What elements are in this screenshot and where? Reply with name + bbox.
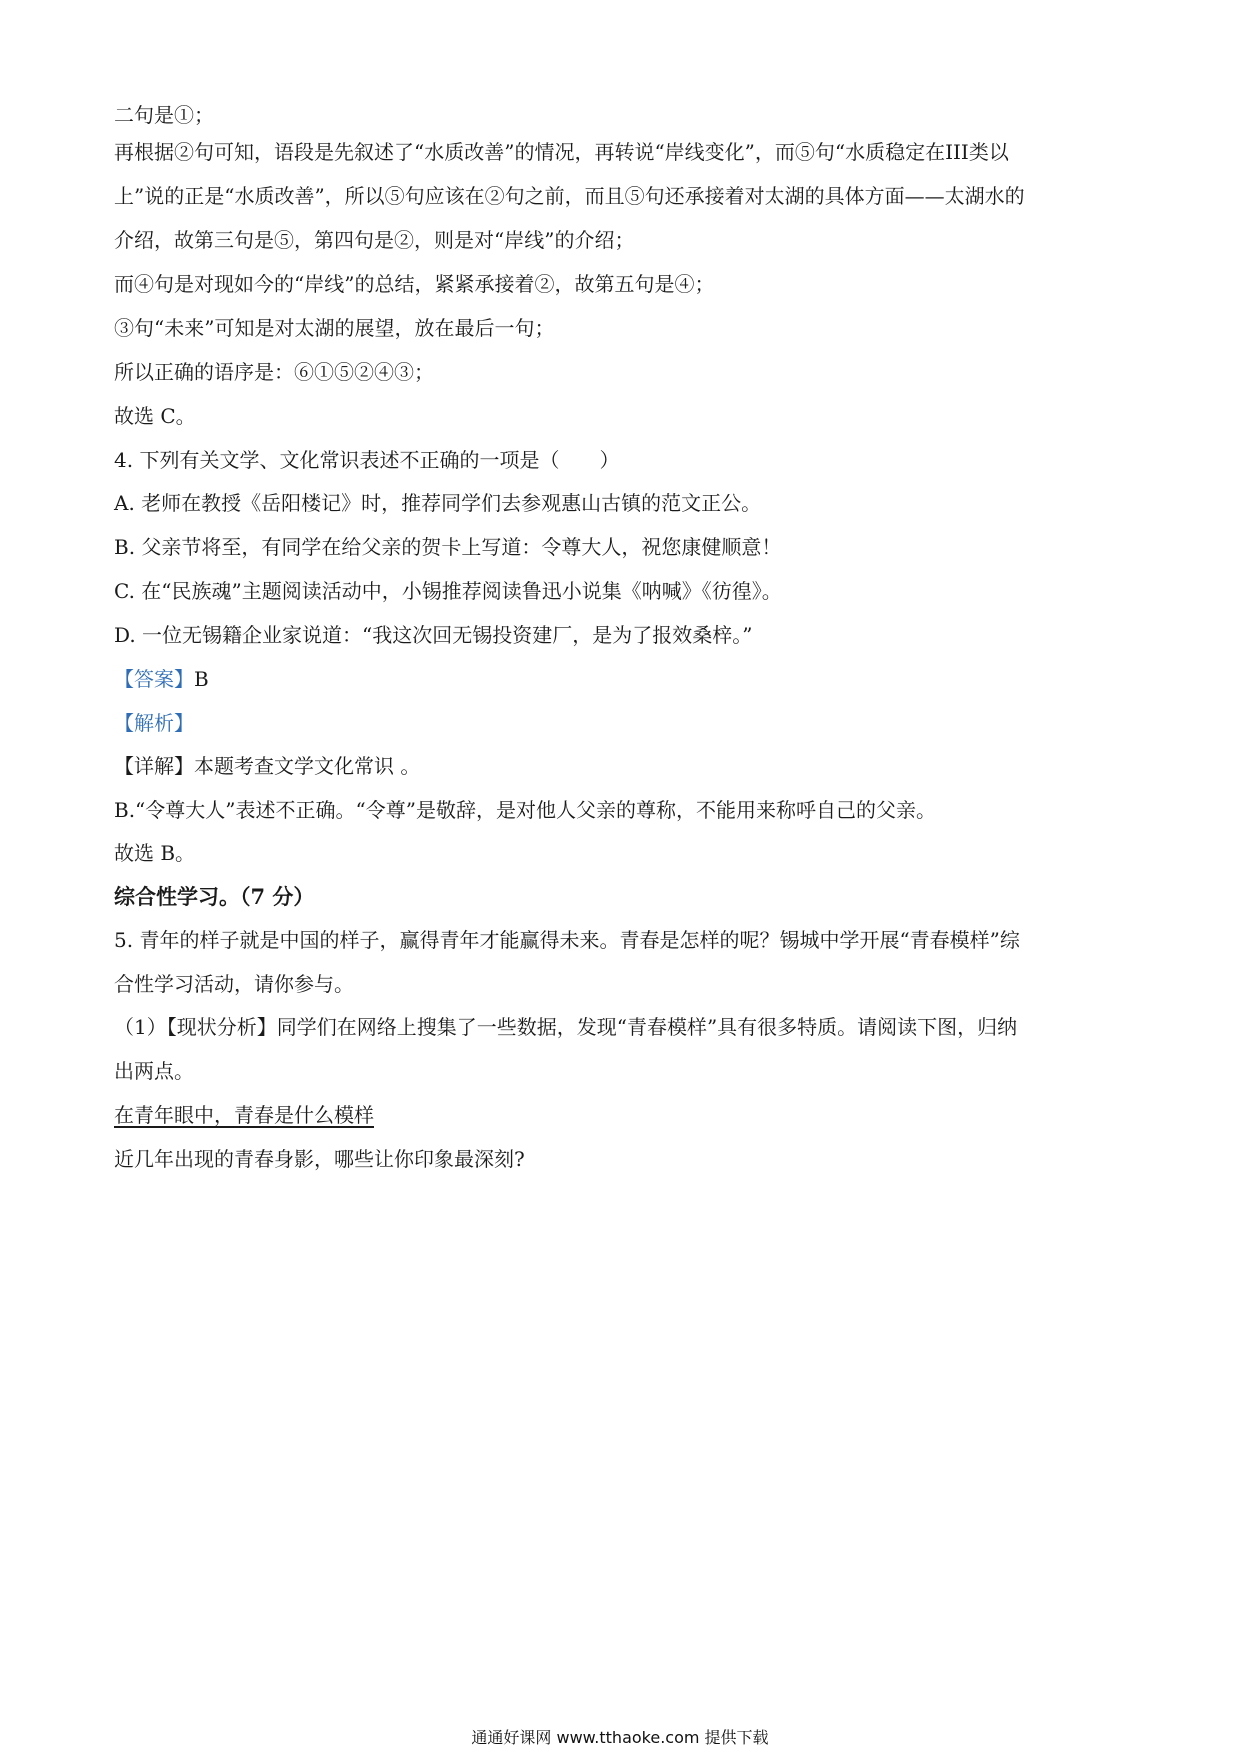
- conclusion: 故选 B。: [114, 841, 196, 865]
- explanation: B.“令尊大人”表述不正确。“令尊”是敬辞，是对他人父亲的尊称，不能用来称呼自己的父亲。: [114, 798, 936, 822]
- question-5-stem: 5. 青年的样子就是中国的样子，赢得青年才能赢得未来。青春是怎样的呢？锡城中学开展“青春模样”综: [114, 928, 1020, 952]
- answer-row: [114, 666, 209, 692]
- analysis-line: 介绍，故第三句是⑤，第四句是②，则是对“岸线”的介绍；: [114, 228, 635, 252]
- option-d: D. 一位无锡籍企业家说道：“我这次回无锡投资建厂，是为了报效桑梓。”: [114, 623, 753, 647]
- analysis-line: 而④句是对现如今的“岸线”的总结，紧紧承接着②，故第五句是④；: [114, 272, 715, 296]
- option-a: A. 老师在教授《岳阳楼记》时，推荐同学们去参观惠山古镇的范文正公。: [114, 491, 762, 515]
- figure-question: 近几年出现的青春身影，哪些让你印象最深刻?: [114, 1147, 525, 1171]
- option-b: B. 父亲节将至，有同学在给父亲的贺卡上写道：令尊大人，祝您康健顺意！: [114, 535, 782, 559]
- page-footer: 通通好课网 www.tthaoke.com 提供下载: [471, 1728, 769, 1747]
- analysis-tag: 【解析】: [114, 711, 194, 735]
- analysis-line: 上”说的正是“水质改善”，所以⑤句应该在②句之前，而且⑤句还承接着对太湖的具体方面——太湖水的: [114, 184, 1025, 208]
- answer-tag: 【答案】: [114, 667, 194, 691]
- section-heading: 综合性学习。（7 分）: [114, 884, 315, 909]
- detail-text: 本题考查文学文化常识 。: [194, 754, 421, 778]
- analysis-conclusion: 故选 C。: [114, 404, 196, 428]
- answer-value: B: [194, 667, 209, 691]
- analysis-line: ③句“未来”可知是对太湖的展望，放在最后一句；: [114, 316, 555, 340]
- figure-title: 在青年眼中，青春是什么模样: [114, 1103, 374, 1127]
- question-4-stem: 4. 下列有关文学、文化常识表述不正确的一项是（ ）: [114, 448, 620, 472]
- detail-tag: 【详解】: [114, 754, 194, 778]
- question-5-stem: 合性学习活动，请你参与。: [114, 972, 354, 996]
- analysis-line: 二句是①；: [114, 103, 214, 127]
- option-c: C. 在“民族魂”主题阅读活动中，小锡推荐阅读鲁迅小说集《呐喊》《彷徨》。: [114, 579, 782, 603]
- sub-question-1: 出两点。: [114, 1059, 194, 1083]
- detail-row: [114, 753, 420, 779]
- sub-question-1: （1）【现状分析】同学们在网络上搜集了一些数据，发现“青春模样”具有很多特质。请阅读下图，归纳: [114, 1015, 1018, 1039]
- analysis-line: 再根据②句可知，语段是先叙述了“水质改善”的情况，再转说“岸线变化”，而⑤句“水质稳定在III类以: [114, 140, 1009, 164]
- analysis-line: 所以正确的语序是：⑥①⑤②④③；: [114, 360, 434, 384]
